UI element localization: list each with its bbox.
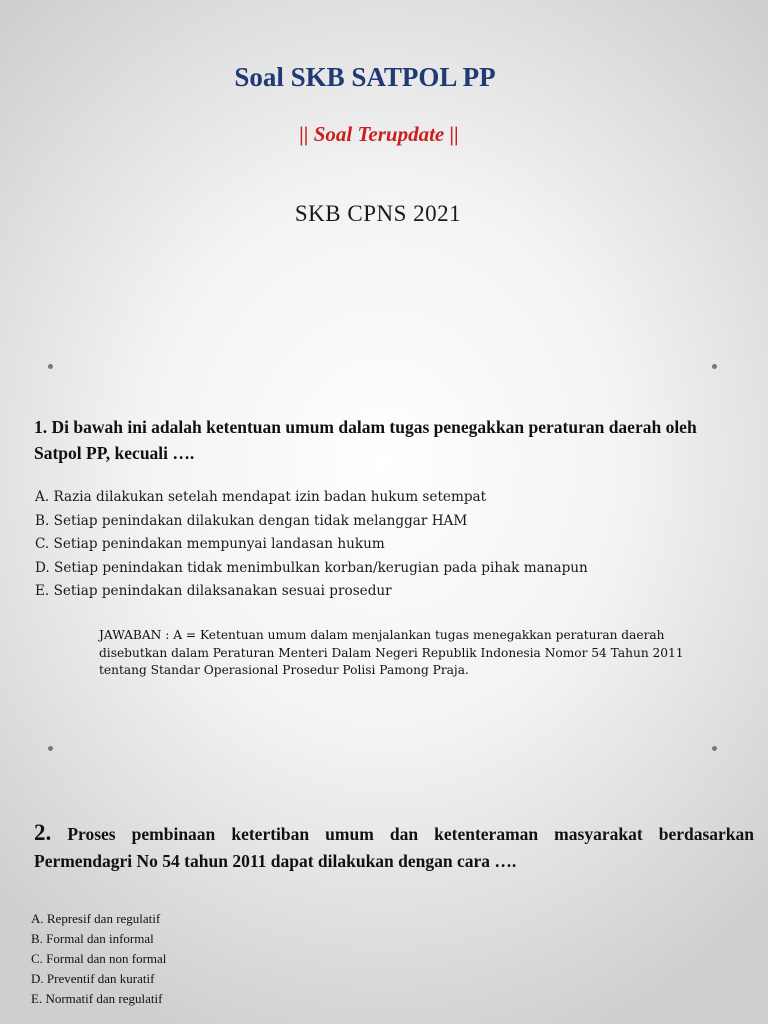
question-1-option-d: D. Setiap penindakan tidak menimbulkan korban/kerugian pada pihak manapun — [35, 559, 588, 576]
slide-marker-left-2 — [48, 746, 53, 751]
question-1-option-e: E. Setiap penindakan dilaksanakan sesuai prosedur — [35, 583, 392, 599]
question-1-option-a: A. Razia dilakukan setelah mendapat izin badan hukum setempat — [35, 489, 487, 505]
question-2-option-e: E. Normatif dan regulatif — [31, 991, 163, 1006]
question-2-option-c: C. Formal dan non formal — [31, 951, 167, 966]
question-2-option-b: B. Formal dan informal — [31, 931, 154, 946]
question-2 — [34, 819, 754, 875]
page-title: Soal SKB SATPOL PP — [234, 62, 496, 92]
question-1-options — [35, 486, 588, 604]
question-1-option-c: C. Setiap penindakan mempunyai landasan hukum — [35, 536, 385, 552]
question-1-text: 1. Di bawah ini adalah ketentuan umum dalam tugas penegakkan peraturan daerah oleh Satpol PP, kecuali …. — [34, 417, 697, 463]
page-subtitle: || Soal Terupdate || — [299, 122, 459, 146]
slide-marker-left-1 — [48, 364, 53, 369]
question-2-option-d: D. Preventif dan kuratif — [31, 971, 155, 986]
question-2-options — [31, 909, 166, 1009]
question-2-text: Proses pembinaan ketertiban umum dan ketenteraman masyarakat berdasarkan Permendagri No 54 tahun 2011 dapat dilakukan dengan cara …. — [34, 824, 755, 871]
question-2-option-a: A. Represif dan regulatif — [31, 911, 161, 926]
question-2-number: 2. — [34, 820, 52, 845]
exam-label: SKB CPNS 2021 — [294, 201, 462, 226]
slide-marker-right-1 — [712, 364, 717, 369]
question-1-option-b: B. Setiap penindakan dilakukan dengan tidak melanggar HAM — [35, 512, 468, 529]
slide-marker-right-2 — [712, 746, 717, 751]
question-1-answer: JAWABAN : A = Ketentuan umum dalam menjalankan tugas menegakkan peraturan daerah disebutkan dalam Peraturan Menteri Dalam Negeri Republik Indonesia Nomor 54 Tahun 2011 tentang Standar Operasional Prosedur Polisi Pamong Praja. — [99, 628, 684, 677]
